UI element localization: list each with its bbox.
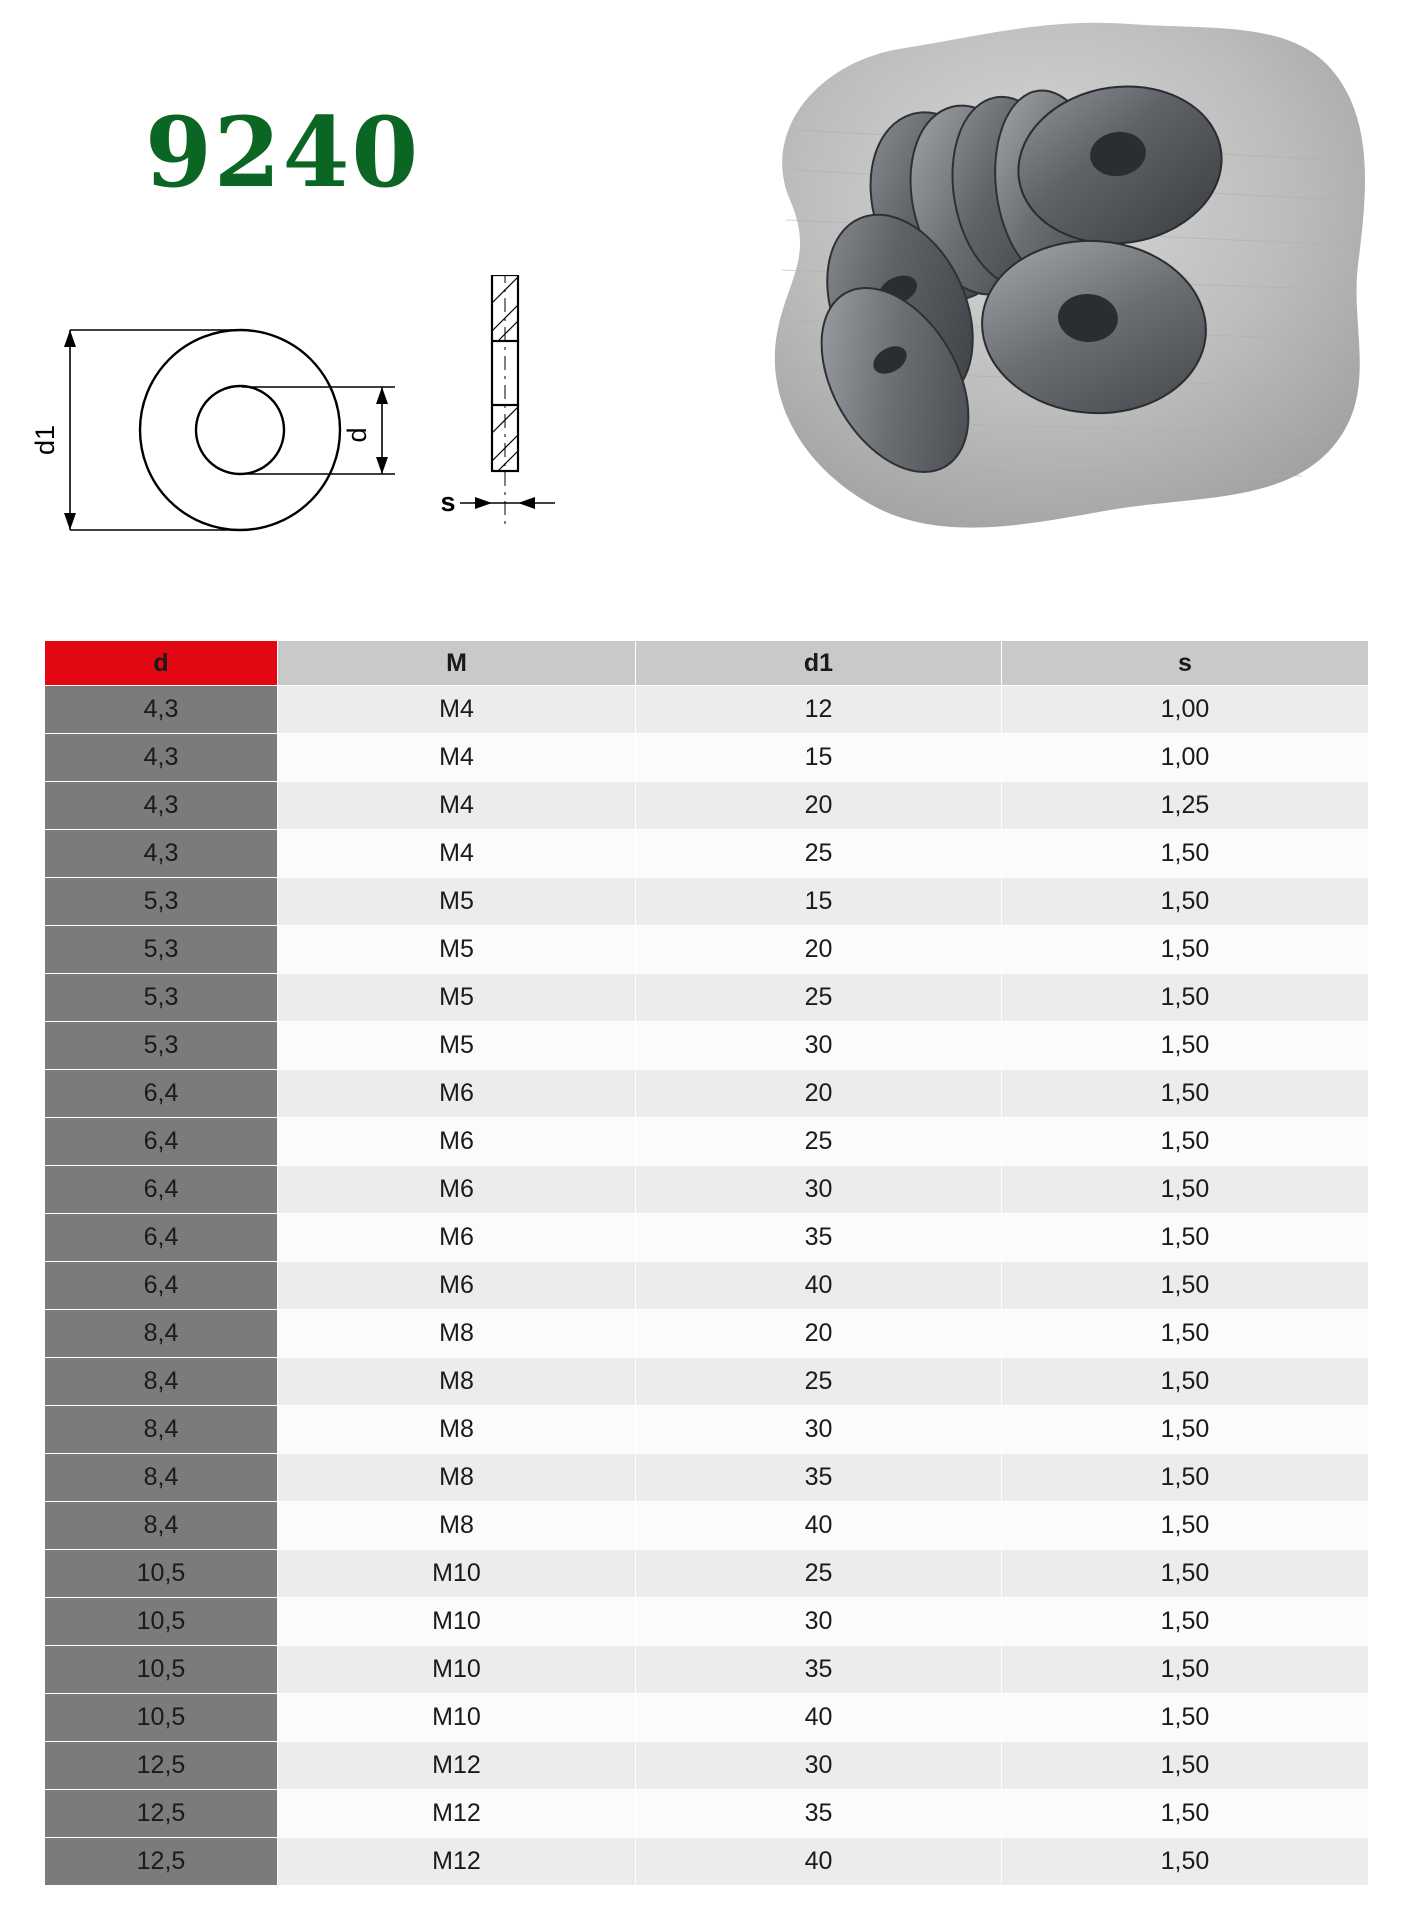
arrow-up-d xyxy=(376,387,388,404)
cell-s: 1,50 xyxy=(1002,1694,1369,1742)
cell-d1: 15 xyxy=(636,878,1002,926)
cell-s: 1,50 xyxy=(1002,878,1369,926)
dimension-label-s: s xyxy=(440,487,456,517)
cell-s: 1,50 xyxy=(1002,1358,1369,1406)
table-row xyxy=(45,1646,1369,1694)
header-illustration-area xyxy=(0,0,1412,630)
cell-m: M10 xyxy=(278,1550,636,1598)
cell-d: 4,3 xyxy=(45,782,278,830)
cell-m: M12 xyxy=(278,1742,636,1790)
cell-d: 5,3 xyxy=(45,878,278,926)
cell-d1: 20 xyxy=(636,1070,1002,1118)
cell-s: 1,50 xyxy=(1002,1550,1369,1598)
cell-s: 1,50 xyxy=(1002,1454,1369,1502)
specification-table xyxy=(44,640,1369,1886)
dimension-label-d: d xyxy=(342,427,372,443)
cell-s: 1,50 xyxy=(1002,1166,1369,1214)
table-row xyxy=(45,1358,1369,1406)
cell-d1: 25 xyxy=(636,1550,1002,1598)
cell-d1: 20 xyxy=(636,926,1002,974)
cell-m: M6 xyxy=(278,1262,636,1310)
dimension-label-d1: d1 xyxy=(30,424,60,456)
cell-s: 1,50 xyxy=(1002,830,1369,878)
cell-s: 1,50 xyxy=(1002,1406,1369,1454)
cell-s: 1,50 xyxy=(1002,1598,1369,1646)
table-row xyxy=(45,1502,1369,1550)
table-row xyxy=(45,1550,1369,1598)
arrow-up-d1 xyxy=(64,330,76,347)
cell-d: 12,5 xyxy=(45,1838,278,1886)
page-title: 9240 xyxy=(145,96,421,209)
washer-drawing-svg xyxy=(30,275,730,595)
washer-hole xyxy=(196,386,284,474)
table-row xyxy=(45,1838,1369,1886)
cell-m: M4 xyxy=(278,734,636,782)
table-row xyxy=(45,926,1369,974)
table-header-row xyxy=(45,641,1369,686)
table-row xyxy=(45,1118,1369,1166)
cell-s: 1,50 xyxy=(1002,1838,1369,1886)
cell-d: 10,5 xyxy=(45,1646,278,1694)
table-row xyxy=(45,1598,1369,1646)
cell-m: M12 xyxy=(278,1790,636,1838)
table-row xyxy=(45,782,1369,830)
cell-d1: 12 xyxy=(636,686,1002,734)
cell-s: 1,00 xyxy=(1002,734,1369,782)
cell-s: 1,50 xyxy=(1002,1262,1369,1310)
arrow-left-s xyxy=(475,497,492,509)
cell-m: M10 xyxy=(278,1598,636,1646)
cell-d1: 30 xyxy=(636,1598,1002,1646)
table-row xyxy=(45,878,1369,926)
cell-m: M8 xyxy=(278,1310,636,1358)
cell-m: M10 xyxy=(278,1646,636,1694)
cell-m: M5 xyxy=(278,1022,636,1070)
cell-d1: 35 xyxy=(636,1790,1002,1838)
cell-s: 1,50 xyxy=(1002,1118,1369,1166)
cell-s: 1,50 xyxy=(1002,1070,1369,1118)
cell-m: M6 xyxy=(278,1214,636,1262)
cell-d: 4,3 xyxy=(45,830,278,878)
cell-d1: 35 xyxy=(636,1454,1002,1502)
cell-s: 1,50 xyxy=(1002,1742,1369,1790)
cell-d: 6,4 xyxy=(45,1166,278,1214)
cell-d: 5,3 xyxy=(45,926,278,974)
cell-d: 10,5 xyxy=(45,1550,278,1598)
table-row xyxy=(45,1454,1369,1502)
column-header-d1: d1 xyxy=(636,641,1002,686)
cell-d: 8,4 xyxy=(45,1454,278,1502)
cell-m: M6 xyxy=(278,1070,636,1118)
column-header-s: s xyxy=(1002,641,1369,686)
cell-m: M8 xyxy=(278,1502,636,1550)
table-row xyxy=(45,1406,1369,1454)
cell-d1: 20 xyxy=(636,1310,1002,1358)
table-row xyxy=(45,1070,1369,1118)
cell-d1: 40 xyxy=(636,1838,1002,1886)
cell-s: 1,00 xyxy=(1002,686,1369,734)
cell-d: 8,4 xyxy=(45,1358,278,1406)
arrow-down-d1 xyxy=(64,513,76,530)
cell-m: M8 xyxy=(278,1358,636,1406)
table-row xyxy=(45,1022,1369,1070)
cell-m: M6 xyxy=(278,1118,636,1166)
cell-d: 6,4 xyxy=(45,1070,278,1118)
cell-s: 1,50 xyxy=(1002,1214,1369,1262)
table-row xyxy=(45,830,1369,878)
table-row xyxy=(45,1310,1369,1358)
cell-d1: 15 xyxy=(636,734,1002,782)
table-row xyxy=(45,1262,1369,1310)
cell-m: M5 xyxy=(278,878,636,926)
cell-m: M4 xyxy=(278,830,636,878)
cell-d1: 20 xyxy=(636,782,1002,830)
column-header-m: M xyxy=(278,641,636,686)
cell-m: M8 xyxy=(278,1406,636,1454)
arrow-down-d xyxy=(376,457,388,474)
cell-s: 1,50 xyxy=(1002,1022,1369,1070)
cell-d: 4,3 xyxy=(45,734,278,782)
cell-s: 1,25 xyxy=(1002,782,1369,830)
cell-d: 8,4 xyxy=(45,1502,278,1550)
cell-d: 12,5 xyxy=(45,1790,278,1838)
cell-d1: 30 xyxy=(636,1166,1002,1214)
cell-m: M12 xyxy=(278,1838,636,1886)
table-row xyxy=(45,974,1369,1022)
cell-d1: 25 xyxy=(636,974,1002,1022)
technical-drawing xyxy=(30,275,730,595)
cell-d: 5,3 xyxy=(45,1022,278,1070)
cell-s: 1,50 xyxy=(1002,1310,1369,1358)
cell-d: 10,5 xyxy=(45,1694,278,1742)
cell-d: 4,3 xyxy=(45,686,278,734)
table-row xyxy=(45,734,1369,782)
table-row xyxy=(45,1166,1369,1214)
cell-m: M4 xyxy=(278,782,636,830)
cell-d1: 35 xyxy=(636,1214,1002,1262)
cell-d1: 25 xyxy=(636,830,1002,878)
cell-d1: 40 xyxy=(636,1694,1002,1742)
cell-d: 8,4 xyxy=(45,1310,278,1358)
cell-s: 1,50 xyxy=(1002,1502,1369,1550)
arrow-right-s xyxy=(518,497,535,509)
cell-d1: 30 xyxy=(636,1406,1002,1454)
cell-d: 10,5 xyxy=(45,1598,278,1646)
table-row xyxy=(45,1790,1369,1838)
cell-d1: 25 xyxy=(636,1358,1002,1406)
cell-d: 12,5 xyxy=(45,1742,278,1790)
cell-s: 1,50 xyxy=(1002,974,1369,1022)
product-photo xyxy=(690,10,1380,610)
cell-d1: 35 xyxy=(636,1646,1002,1694)
cell-m: M6 xyxy=(278,1166,636,1214)
cell-d: 5,3 xyxy=(45,974,278,1022)
cell-d1: 30 xyxy=(636,1742,1002,1790)
cell-d1: 25 xyxy=(636,1118,1002,1166)
cell-s: 1,50 xyxy=(1002,1646,1369,1694)
washer-front-view xyxy=(140,330,340,530)
cell-m: M5 xyxy=(278,974,636,1022)
cell-s: 1,50 xyxy=(1002,926,1369,974)
table-row xyxy=(45,1742,1369,1790)
cell-m: M10 xyxy=(278,1694,636,1742)
cell-d: 8,4 xyxy=(45,1406,278,1454)
cell-m: M8 xyxy=(278,1454,636,1502)
table-row xyxy=(45,1694,1369,1742)
cell-d1: 30 xyxy=(636,1022,1002,1070)
cell-m: M4 xyxy=(278,686,636,734)
table-row xyxy=(45,1214,1369,1262)
cell-d1: 40 xyxy=(636,1502,1002,1550)
table-row xyxy=(45,686,1369,734)
column-header-d: d xyxy=(45,641,278,686)
cell-d: 6,4 xyxy=(45,1214,278,1262)
specification-table-wrapper xyxy=(44,640,1368,1886)
cell-m: M5 xyxy=(278,926,636,974)
cell-s: 1,50 xyxy=(1002,1790,1369,1838)
cell-d: 6,4 xyxy=(45,1262,278,1310)
cell-d1: 40 xyxy=(636,1262,1002,1310)
cell-d: 6,4 xyxy=(45,1118,278,1166)
washers-photo xyxy=(690,10,1380,610)
